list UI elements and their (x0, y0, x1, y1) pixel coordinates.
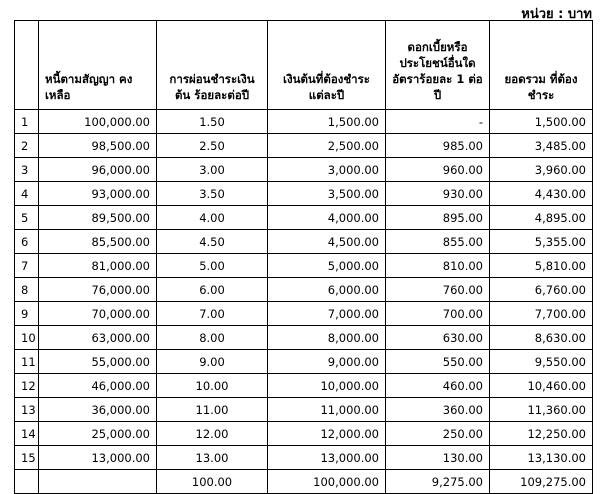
totals-principal (39, 470, 157, 494)
row-remaining-principal: 81,000.00 (39, 254, 157, 278)
row-remaining-principal: 96,000.00 (39, 158, 157, 182)
row-principal-payment: 3,000.00 (268, 158, 386, 182)
totals-number (15, 470, 39, 494)
row-total-due: 12,250.00 (490, 422, 593, 446)
row-repayment-rate: 8.00 (157, 326, 268, 350)
table-row (15, 182, 593, 206)
row-repayment-rate: 9.00 (157, 350, 268, 374)
row-repayment-rate: 11.00 (157, 398, 268, 422)
row-repayment-rate: 7.00 (157, 302, 268, 326)
row-number: 12 (15, 374, 39, 398)
row-number: 1 (15, 110, 39, 134)
row-remaining-principal: 93,000.00 (39, 182, 157, 206)
row-number: 5 (15, 206, 39, 230)
row-interest: 700.00 (386, 302, 490, 326)
row-number: 9 (15, 302, 39, 326)
row-interest: 130.00 (386, 446, 490, 470)
row-repayment-rate: 3.50 (157, 182, 268, 206)
row-repayment-rate: 1.50 (157, 110, 268, 134)
header-repayment-rate: การผ่อนชำระเงินต้น ร้อยละต่อปี (157, 21, 268, 110)
row-principal-payment: 6,000.00 (268, 278, 386, 302)
row-number: 14 (15, 422, 39, 446)
table-row (15, 134, 593, 158)
totals-payment: 100,000.00 (268, 470, 386, 494)
row-principal-payment: 4,000.00 (268, 206, 386, 230)
row-number: 11 (15, 350, 39, 374)
row-principal-payment: 2,500.00 (268, 134, 386, 158)
table-row (15, 110, 593, 134)
row-principal-payment: 5,000.00 (268, 254, 386, 278)
header-remaining-principal: หนี้ตามสัญญา คงเหลือ (39, 21, 157, 110)
totals-interest: 9,275.00 (386, 470, 490, 494)
row-interest: - (386, 110, 490, 134)
row-total-due: 10,460.00 (490, 374, 593, 398)
row-interest: 460.00 (386, 374, 490, 398)
row-repayment-rate: 12.00 (157, 422, 268, 446)
row-repayment-rate: 4.50 (157, 230, 268, 254)
row-principal-payment: 11,000.00 (268, 398, 386, 422)
header-principal-payment: เงินต้นที่ต้องชำระ แต่ละปี (268, 21, 386, 110)
row-repayment-rate: 4.00 (157, 206, 268, 230)
row-number: 7 (15, 254, 39, 278)
row-total-due: 13,130.00 (490, 446, 593, 470)
row-total-due: 4,430.00 (490, 182, 593, 206)
table-footer (15, 470, 593, 494)
row-number: 3 (15, 158, 39, 182)
table-row (15, 158, 593, 182)
table-row (15, 350, 593, 374)
row-total-due: 3,485.00 (490, 134, 593, 158)
row-principal-payment: 1,500.00 (268, 110, 386, 134)
row-principal-payment: 8,000.00 (268, 326, 386, 350)
table-row (15, 254, 593, 278)
row-repayment-rate: 13.00 (157, 446, 268, 470)
table-row (15, 446, 593, 470)
row-interest: 360.00 (386, 398, 490, 422)
table-row (15, 326, 593, 350)
row-principal-payment: 4,500.00 (268, 230, 386, 254)
row-principal-payment: 13,000.00 (268, 446, 386, 470)
row-interest: 930.00 (386, 182, 490, 206)
table-row (15, 398, 593, 422)
table-row (15, 230, 593, 254)
row-repayment-rate: 10.00 (157, 374, 268, 398)
row-total-due: 11,360.00 (490, 398, 593, 422)
row-principal-payment: 3,500.00 (268, 182, 386, 206)
row-number: 8 (15, 278, 39, 302)
header-row (15, 21, 593, 110)
row-remaining-principal: 100,000.00 (39, 110, 157, 134)
row-remaining-principal: 63,000.00 (39, 326, 157, 350)
row-interest: 630.00 (386, 326, 490, 350)
totals-rate: 100.00 (157, 470, 268, 494)
row-remaining-principal: 25,000.00 (39, 422, 157, 446)
row-principal-payment: 10,000.00 (268, 374, 386, 398)
header-total-due: ยอดรวม ที่ต้องชำระ (490, 21, 593, 110)
row-remaining-principal: 89,500.00 (39, 206, 157, 230)
row-number: 13 (15, 398, 39, 422)
row-number: 15 (15, 446, 39, 470)
totals-total-due: 109,275.00 (490, 470, 593, 494)
row-interest: 985.00 (386, 134, 490, 158)
table-row (15, 374, 593, 398)
row-repayment-rate: 2.50 (157, 134, 268, 158)
table-row (15, 422, 593, 446)
table-body (15, 110, 593, 470)
row-remaining-principal: 98,500.00 (39, 134, 157, 158)
row-remaining-principal: 70,000.00 (39, 302, 157, 326)
table-row (15, 278, 593, 302)
row-total-due: 6,760.00 (490, 278, 593, 302)
row-total-due: 9,550.00 (490, 350, 593, 374)
unit-label: หน่วย : บาท (521, 7, 592, 22)
row-principal-payment: 9,000.00 (268, 350, 386, 374)
row-interest: 550.00 (386, 350, 490, 374)
row-remaining-principal: 55,000.00 (39, 350, 157, 374)
row-repayment-rate: 5.00 (157, 254, 268, 278)
row-interest: 810.00 (386, 254, 490, 278)
row-principal-payment: 12,000.00 (268, 422, 386, 446)
row-total-due: 7,700.00 (490, 302, 593, 326)
row-repayment-rate: 3.00 (157, 158, 268, 182)
header-number (15, 21, 39, 110)
row-number: 10 (15, 326, 39, 350)
table-row (15, 302, 593, 326)
row-interest: 895.00 (386, 206, 490, 230)
row-number: 6 (15, 230, 39, 254)
row-interest: 855.00 (386, 230, 490, 254)
row-number: 4 (15, 182, 39, 206)
row-remaining-principal: 13,000.00 (39, 446, 157, 470)
repayment-schedule-table (14, 20, 593, 494)
row-total-due: 5,810.00 (490, 254, 593, 278)
row-remaining-principal: 76,000.00 (39, 278, 157, 302)
row-interest: 960.00 (386, 158, 490, 182)
row-repayment-rate: 6.00 (157, 278, 268, 302)
totals-row (15, 470, 593, 494)
row-total-due: 3,960.00 (490, 158, 593, 182)
row-remaining-principal: 85,500.00 (39, 230, 157, 254)
row-interest: 250.00 (386, 422, 490, 446)
row-number: 2 (15, 134, 39, 158)
row-remaining-principal: 46,000.00 (39, 374, 157, 398)
row-total-due: 1,500.00 (490, 110, 593, 134)
row-total-due: 8,630.00 (490, 326, 593, 350)
row-total-due: 4,895.00 (490, 206, 593, 230)
table-header (15, 21, 593, 110)
row-principal-payment: 7,000.00 (268, 302, 386, 326)
table-row (15, 206, 593, 230)
row-total-due: 5,355.00 (490, 230, 593, 254)
row-interest: 760.00 (386, 278, 490, 302)
row-remaining-principal: 36,000.00 (39, 398, 157, 422)
header-interest: ดอกเบี้ยหรือ ประโยชน์อื่นใด อัตราร้อยละ 1 ต่อ ปี (386, 21, 490, 110)
